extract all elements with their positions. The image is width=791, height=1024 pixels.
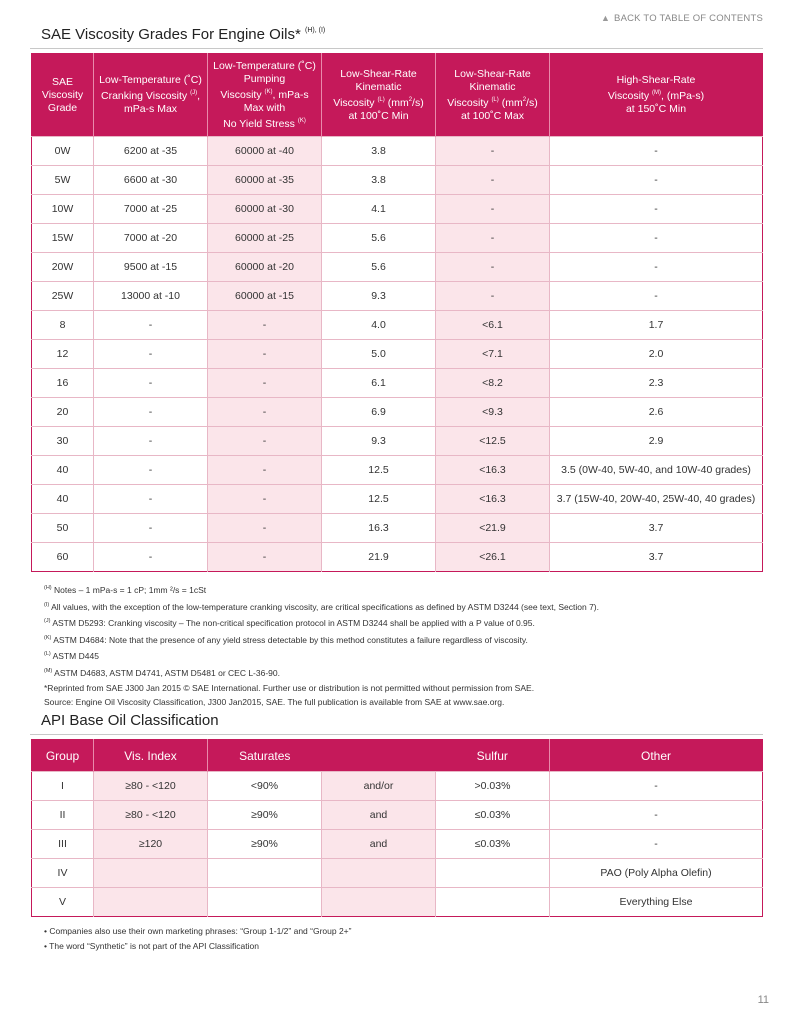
table-cell: 3.7	[550, 543, 763, 572]
table-cell: V	[32, 888, 94, 917]
api-header-row	[32, 740, 763, 772]
footnote-text: Source: Engine Oil Viscosity Classification, J300 Jan2015, SAE. The full publication is available from SAE at www.sae.org.	[44, 697, 505, 708]
table-cell: 60000 at -25	[208, 224, 322, 253]
table-cell: <26.1	[436, 543, 550, 572]
table-row	[32, 282, 763, 311]
footnote-ref: (K)	[44, 634, 52, 641]
header-pumping-viscosity: Low-Temperature (˚C) Pumping Viscosity $^{(K)}$, mPa-s Max with No Yield Stress $^{(K)}$	[208, 54, 322, 137]
table-cell: -	[94, 543, 208, 572]
footnote-ref: (L)	[44, 651, 51, 658]
title-divider	[30, 48, 763, 49]
table-cell: ≥80 - <120	[94, 772, 208, 801]
api-notes	[44, 924, 351, 953]
table-cell: 4.0	[322, 311, 436, 340]
back-link-label: BACK TO TABLE OF CONTENTS	[614, 13, 763, 24]
table-row	[32, 340, 763, 369]
table-cell	[436, 859, 550, 888]
table-cell: <6.1	[436, 311, 550, 340]
table-cell: <7.1	[436, 340, 550, 369]
table-row	[32, 427, 763, 456]
sae-viscosity-table	[31, 53, 763, 572]
table-cell: -	[94, 340, 208, 369]
api-base-oil-table	[31, 739, 763, 917]
table-cell: 5.0	[322, 340, 436, 369]
table-cell: -	[94, 427, 208, 456]
footnote	[44, 695, 599, 710]
table-cell: 2.6	[550, 398, 763, 427]
table-cell: ≥120	[94, 830, 208, 859]
header-kinematic-max: Low-Shear-Rate Kinematic Viscosity $^{(L)}$ $(mm^2/s)$ at 100˚C Max	[436, 54, 550, 137]
table-row	[32, 514, 763, 543]
table-cell: -	[94, 369, 208, 398]
footnote	[44, 581, 599, 598]
header-cranking-viscosity: Low-Temperature (˚C) Cranking Viscosity $^{(J)}$, mPa-s Max	[94, 54, 208, 137]
table-cell: 15W	[32, 224, 94, 253]
table-cell: ≥80 - <120	[94, 801, 208, 830]
table-cell: -	[436, 224, 550, 253]
table-row	[32, 224, 763, 253]
table-cell	[208, 859, 322, 888]
sae-footnotes	[44, 581, 599, 710]
table-cell: ≤0.03%	[436, 801, 550, 830]
table-cell: ≥90%	[208, 801, 322, 830]
table-cell	[94, 859, 208, 888]
table-cell: -	[208, 427, 322, 456]
table-row	[32, 369, 763, 398]
table-cell: 8	[32, 311, 94, 340]
table-cell: 6.1	[322, 369, 436, 398]
sae-table-title: SAE Viscosity Grades For Engine Oils* $^{(H), (I)}$	[41, 26, 326, 43]
table-cell: PAO (Poly Alpha Olefin)	[550, 859, 763, 888]
table-row	[32, 456, 763, 485]
table-cell: 21.9	[322, 543, 436, 572]
table-cell: <8.2	[436, 369, 550, 398]
table-cell: II	[32, 801, 94, 830]
table-cell: -	[94, 456, 208, 485]
table-cell: 9.3	[322, 427, 436, 456]
table-cell: -	[436, 282, 550, 311]
api-table-title: API Base Oil Classification	[41, 712, 219, 729]
table-cell: 5.6	[322, 224, 436, 253]
table-cell: 50	[32, 514, 94, 543]
table-row	[32, 830, 763, 859]
note-item: • The word “Synthetic” is not part of the API Classification	[44, 940, 259, 951]
table-cell: -	[550, 801, 763, 830]
note-item: • Companies also use their own marketing phrases: “Group 1-1/2” and “Group 2+”	[44, 926, 352, 936]
table-cell: 12	[32, 340, 94, 369]
table-cell: 3.7 (15W-40, 20W-40, 25W-40, 40 grades)	[550, 485, 763, 514]
table-cell: 40	[32, 485, 94, 514]
table-cell	[322, 859, 436, 888]
table-cell: 5W	[32, 166, 94, 195]
table-cell: -	[550, 166, 763, 195]
footnote-text: ASTM D4684: Note that the presence of any yield stress detectable by this method constitutes a failure regardless of viscosity.	[53, 634, 528, 645]
table-cell: 20W	[32, 253, 94, 282]
footnote	[44, 681, 599, 696]
table-row	[32, 801, 763, 830]
table-cell: 60000 at -35	[208, 166, 322, 195]
table-cell: 60000 at -15	[208, 282, 322, 311]
table-cell	[322, 888, 436, 917]
table-cell: <9.3	[436, 398, 550, 427]
table-cell: 10W	[32, 195, 94, 224]
header-kinematic-min: Low-Shear-Rate Kinematic Viscosity $^{(L)}$ $(mm^2/s)$ at 100˚C Min	[322, 54, 436, 137]
table-cell: -	[208, 369, 322, 398]
footnote	[44, 664, 599, 681]
table-cell: III	[32, 830, 94, 859]
table-cell: -	[208, 485, 322, 514]
table-cell: IV	[32, 859, 94, 888]
table-row	[32, 888, 763, 917]
table-cell: 60000 at -40	[208, 137, 322, 166]
table-cell: ≤0.03%	[436, 830, 550, 859]
table-cell: and	[322, 830, 436, 859]
table-cell: 9.3	[322, 282, 436, 311]
header-sulfur: Sulfur	[436, 740, 550, 772]
table-cell: 3.7	[550, 514, 763, 543]
table-cell: -	[208, 543, 322, 572]
sae-header-row	[32, 54, 763, 137]
table-cell: -	[94, 398, 208, 427]
table-cell: -	[436, 166, 550, 195]
table-cell: 6600 at -30	[94, 166, 208, 195]
header-other: Other	[550, 740, 763, 772]
table-row	[32, 311, 763, 340]
table-cell: -	[208, 340, 322, 369]
table-cell: 4.1	[322, 195, 436, 224]
table-cell: 16	[32, 369, 94, 398]
table-cell: 60	[32, 543, 94, 572]
footnote-ref: (H)	[44, 585, 52, 591]
table-cell: <12.5	[436, 427, 550, 456]
footnote	[44, 598, 599, 615]
header-blank	[322, 740, 436, 772]
table-cell: <21.9	[436, 514, 550, 543]
table-cell: 6200 at -35	[94, 137, 208, 166]
table-cell: 30	[32, 427, 94, 456]
header-group: Group	[32, 740, 94, 772]
table-cell: -	[208, 514, 322, 543]
table-cell: 2.0	[550, 340, 763, 369]
table-cell: 60000 at -20	[208, 253, 322, 282]
table-cell: 3.5 (0W-40, 5W-40, and 10W-40 grades)	[550, 456, 763, 485]
table-cell: Everything Else	[550, 888, 763, 917]
table-cell: -	[94, 485, 208, 514]
table-row	[32, 166, 763, 195]
table-cell: 2.3	[550, 369, 763, 398]
table-cell: -	[550, 772, 763, 801]
table-cell: 0W	[32, 137, 94, 166]
table-cell: 6.9	[322, 398, 436, 427]
table-row	[32, 543, 763, 572]
footnote-text: ASTM D445	[52, 651, 99, 662]
table-cell: -	[208, 456, 322, 485]
footnote-text: ASTM D4683, ASTM D4741, ASTM D5481 or CEC L-36-90.	[54, 667, 280, 678]
table-cell: -	[550, 224, 763, 253]
footnote-text: Notes – 1 mPa-s = 1 cP; 1mm ²/s = 1cSt	[54, 585, 207, 595]
table-cell: -	[436, 253, 550, 282]
table-cell: -	[208, 398, 322, 427]
table-cell: -	[550, 195, 763, 224]
up-arrow-icon: ▲	[600, 13, 611, 23]
table-cell: -	[208, 311, 322, 340]
table-row	[32, 485, 763, 514]
footnote-ref: (I)	[44, 601, 50, 608]
footnote	[44, 614, 599, 631]
footnote	[44, 647, 599, 664]
table-cell: -	[436, 195, 550, 224]
footnote-text: ASTM D5293: Cranking viscosity – The non-critical specification protocol in ASTM D3244 shall be applied with a P value of 0.95.	[52, 618, 535, 629]
table-cell: -	[550, 282, 763, 311]
table-cell: 7000 at -25	[94, 195, 208, 224]
table-cell: -	[94, 311, 208, 340]
table-cell: 12.5	[322, 485, 436, 514]
table-cell: -	[94, 514, 208, 543]
table-cell: -	[550, 253, 763, 282]
table-cell	[208, 888, 322, 917]
header-vis-index: Vis. Index	[94, 740, 208, 772]
table-cell: 20	[32, 398, 94, 427]
table-cell: 2.9	[550, 427, 763, 456]
table-cell: -	[550, 137, 763, 166]
table-cell: <90%	[208, 772, 322, 801]
table-cell: >0.03%	[436, 772, 550, 801]
back-to-toc-link[interactable]	[601, 13, 763, 24]
table-row	[32, 195, 763, 224]
table-cell	[94, 888, 208, 917]
table-cell: 13000 at -10	[94, 282, 208, 311]
table-cell: <16.3	[436, 485, 550, 514]
footnote-ref: (J)	[44, 618, 51, 625]
table-row	[32, 859, 763, 888]
table-cell: 25W	[32, 282, 94, 311]
table-cell: -	[550, 830, 763, 859]
header-sae-grade: SAE Viscosity Grade	[32, 54, 94, 137]
table-cell: 7000 at -20	[94, 224, 208, 253]
api-title-divider	[30, 734, 763, 735]
footnote-text: *Reprinted from SAE J300 Jan 2015 © SAE International. Further use or distribution is not permitted without permission from SAE.	[44, 682, 535, 693]
table-cell: 3.8	[322, 166, 436, 195]
table-cell: 5.6	[322, 253, 436, 282]
footnote	[44, 631, 599, 648]
header-saturates: Saturates	[208, 740, 322, 772]
table-cell: 40	[32, 456, 94, 485]
table-cell: 3.8	[322, 137, 436, 166]
table-cell: and	[322, 801, 436, 830]
table-row	[32, 137, 763, 166]
table-cell: <16.3	[436, 456, 550, 485]
table-cell: and/or	[322, 772, 436, 801]
table-row	[32, 772, 763, 801]
table-cell: 60000 at -30	[208, 195, 322, 224]
table-cell: I	[32, 772, 94, 801]
table-cell: -	[436, 137, 550, 166]
table-cell: ≥90%	[208, 830, 322, 859]
footnote-text: All values, with the exception of the low-temperature cranking viscosity, are critical specifications as defined by ASTM D3244 (see text, Section 7).	[51, 601, 599, 612]
page-number: 11	[757, 994, 769, 1006]
table-cell: 12.5	[322, 456, 436, 485]
table-cell: 1.7	[550, 311, 763, 340]
footnote-ref: (M)	[44, 667, 53, 674]
table-cell	[436, 888, 550, 917]
table-cell: 16.3	[322, 514, 436, 543]
table-row	[32, 398, 763, 427]
table-cell: 9500 at -15	[94, 253, 208, 282]
table-row	[32, 253, 763, 282]
header-high-shear-viscosity: High-Shear-Rate Viscosity $^{(M)}$, (mPa-s) at 150˚C Min	[550, 54, 763, 137]
